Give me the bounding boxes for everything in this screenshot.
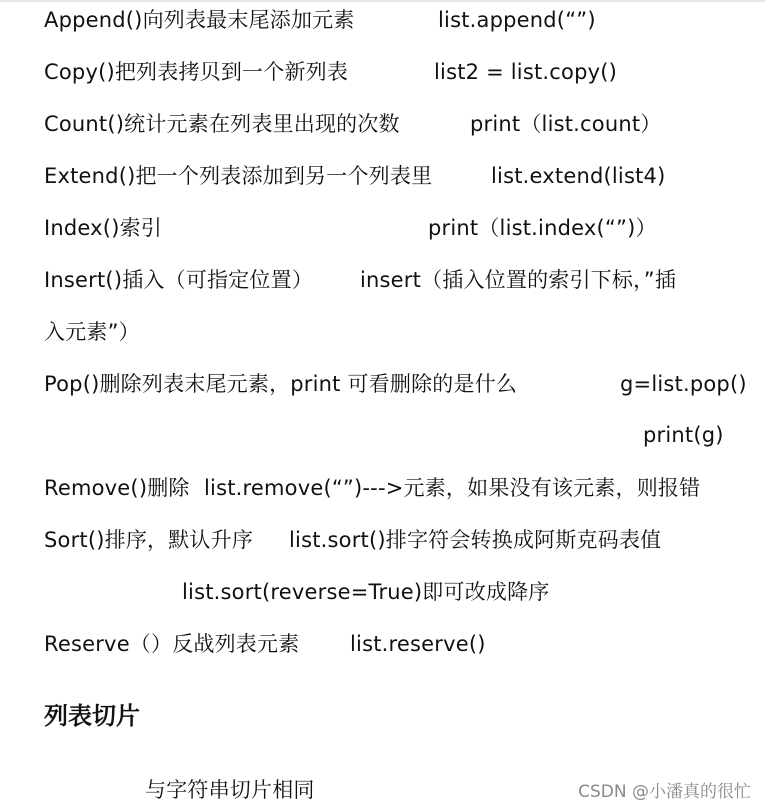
- watermark: CSDN @小潘真的很忙: [578, 782, 751, 802]
- sort-continuation: list.sort(reverse=True)即可改成降序: [182, 580, 550, 604]
- slice-note: 与字符串切片相同: [145, 778, 315, 802]
- append-code: list.append(“”): [438, 8, 596, 32]
- remove-code: list.remove(“”)--->元素，如果没有该元素，则报错: [204, 476, 701, 500]
- count-code: print（list.count）: [470, 112, 662, 136]
- pop-continuation: print(g): [643, 423, 724, 447]
- copy-code: list2 = list.copy(): [434, 60, 618, 84]
- insert-text: Insert()插入（可指定位置）: [44, 268, 314, 292]
- insert-code: insert（插入位置的索引下标，”插: [360, 268, 677, 292]
- remove-text: Remove()删除: [44, 476, 190, 500]
- top-rule: [0, 0, 765, 2]
- extend-code: list.extend(list4): [491, 164, 666, 188]
- insert-continuation: 入元素”）: [44, 320, 140, 344]
- reserve-text: Reserve（）反战列表元素: [44, 632, 300, 656]
- extend-text: Extend()把一个列表添加到另一个列表里: [44, 164, 433, 188]
- pop-text: Pop()删除列表末尾元素，print 可看删除的是什么: [44, 372, 518, 396]
- append-text: Append()向列表最末尾添加元素: [44, 8, 355, 32]
- count-text: Count()统计元素在列表里出现的次数: [44, 112, 400, 136]
- sort-code: list.sort()排字符会转换成阿斯克码表值: [289, 528, 662, 552]
- sort-text: Sort()排序，默认升序: [44, 528, 254, 552]
- section-heading: 列表切片: [44, 702, 140, 730]
- copy-text: Copy()把列表拷贝到一个新列表: [44, 60, 349, 84]
- index-code: print（list.index(“”)）: [428, 216, 657, 240]
- pop-code: g=list.pop(): [620, 372, 747, 396]
- index-text: Index()索引: [44, 216, 162, 240]
- reserve-code: list.reserve(): [350, 632, 486, 656]
